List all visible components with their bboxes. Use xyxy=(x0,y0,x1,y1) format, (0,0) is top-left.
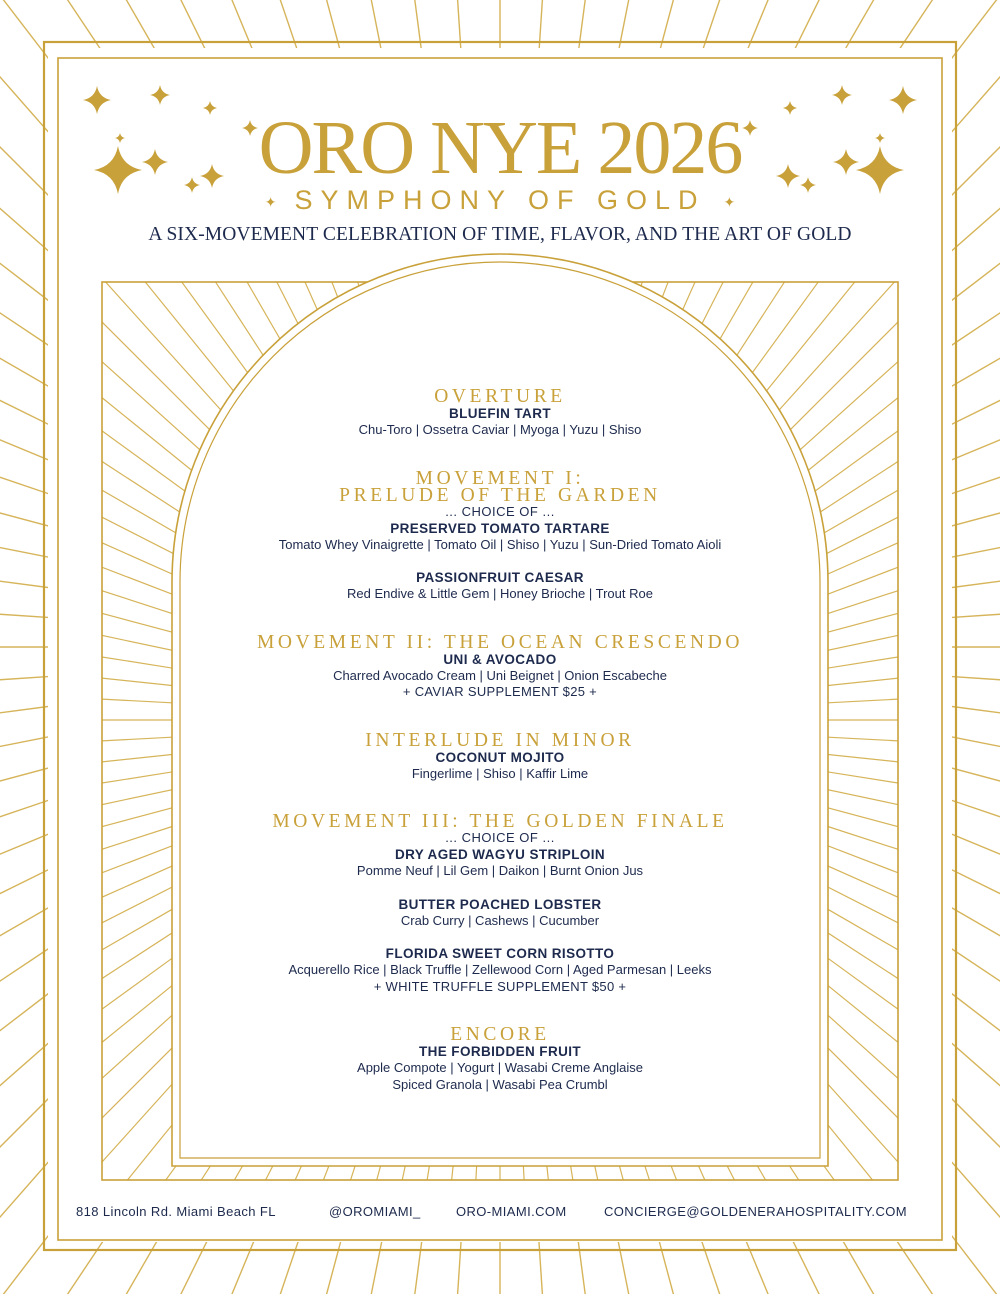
dish-name: PASSIONFRUIT CAESAR xyxy=(416,570,584,585)
section-movement-3 xyxy=(0,813,1000,995)
dish-description-line2: Spiced Granola | Wasabi Pea Crumbl xyxy=(392,1076,608,1092)
footer-email-link[interactable]: CONCIERGE@GOLDENERAHOSPITALITY.COM xyxy=(604,1204,907,1219)
dish-description: Crab Curry | Cashews | Cucumber xyxy=(400,912,600,928)
event-tagline: A SIX-MOVEMENT CELEBRATION OF TIME, FLAVOR, AND THE ART OF GOLD xyxy=(148,224,852,245)
dish-name: UNI & AVOCADO xyxy=(443,651,557,667)
section-overture xyxy=(0,388,1000,439)
footer-instagram-link[interactable]: @OROMIAMI_ xyxy=(329,1204,421,1219)
section-interlude xyxy=(0,729,1000,783)
dish-description: Acquerello Rice | Black Truffle | Zellewood Corn | Aged Parmesan | Leeks xyxy=(288,962,712,977)
dish-name: COCONUT MOJITO xyxy=(435,749,565,765)
section-movement-2 xyxy=(0,631,1000,701)
footer-website-link[interactable]: ORO-MIAMI.COM xyxy=(456,1204,567,1219)
section-title: ENCORE xyxy=(450,1024,550,1045)
footer xyxy=(0,1204,1000,1224)
menu-content xyxy=(0,388,1000,1093)
dish-description: Red Endive & Little Gem | Honey Brioche | Trout Roe xyxy=(347,586,653,601)
dish-description: Tomato Whey Vinaigrette | Tomato Oil | Shiso | Yuzu | Sun-Dried Tomato Aioli xyxy=(278,536,722,552)
footer-address: 818 Lincoln Rd. Miami Beach FL xyxy=(76,1204,276,1219)
section-encore xyxy=(0,1026,1000,1093)
section-title: MOVEMENT III: THE GOLDEN FINALE xyxy=(272,811,728,832)
dish-description: Apple Compote | Yogurt | Wasabi Creme Anglaise xyxy=(357,1060,643,1075)
subtitle-text: SYMPHONY OF GOLD xyxy=(294,185,706,215)
dish-name: FLORIDA SWEET CORN RISOTTO xyxy=(385,946,615,961)
dish-name: BLUEFIN TART xyxy=(448,406,552,421)
supplement-note: + CAVIAR SUPPLEMENT $25 + xyxy=(402,684,598,699)
section-title-line2: PRELUDE OF THE GARDEN xyxy=(339,484,661,506)
event-title: ORO NYE 2026 xyxy=(258,106,742,190)
dish-name: DRY AGED WAGYU STRIPLOIN xyxy=(394,847,606,862)
dish-name: BUTTER POACHED LOBSTER xyxy=(398,896,602,912)
section-title: MOVEMENT I: xyxy=(415,467,585,489)
section-title: MOVEMENT II: THE OCEAN CRESCENDO xyxy=(256,631,744,653)
choice-label: ... CHOICE OF ... xyxy=(445,830,555,845)
dish-description: Charred Avocado Cream | Uni Beignet | Onion Escabeche xyxy=(333,667,667,683)
supplement-note: + WHITE TRUFFLE SUPPLEMENT $50 + xyxy=(373,978,627,994)
dish-description: Fingerlime | Shiso | Kaffir Lime xyxy=(411,765,589,781)
section-movement-1 xyxy=(0,467,1000,603)
sparkle-icon: ✦ xyxy=(723,193,736,210)
dish-description: Pomme Neuf | Lil Gem | Daikon | Burnt Onion Jus xyxy=(356,863,644,878)
section-title: INTERLUDE IN MINOR xyxy=(365,729,635,751)
sparkle-icon: ✦ xyxy=(264,193,277,210)
event-subtitle xyxy=(0,182,1000,220)
choice-label: ... CHOICE OF ... xyxy=(445,503,555,519)
dish-name: THE FORBIDDEN FRUIT xyxy=(418,1044,582,1059)
dish-name: PRESERVED TOMATO TARTARE xyxy=(390,520,610,536)
dish-description: Chu-Toro | Ossetra Caviar | Myoga | Yuzu | Shiso xyxy=(358,422,642,437)
section-title: OVERTURE xyxy=(434,386,566,407)
